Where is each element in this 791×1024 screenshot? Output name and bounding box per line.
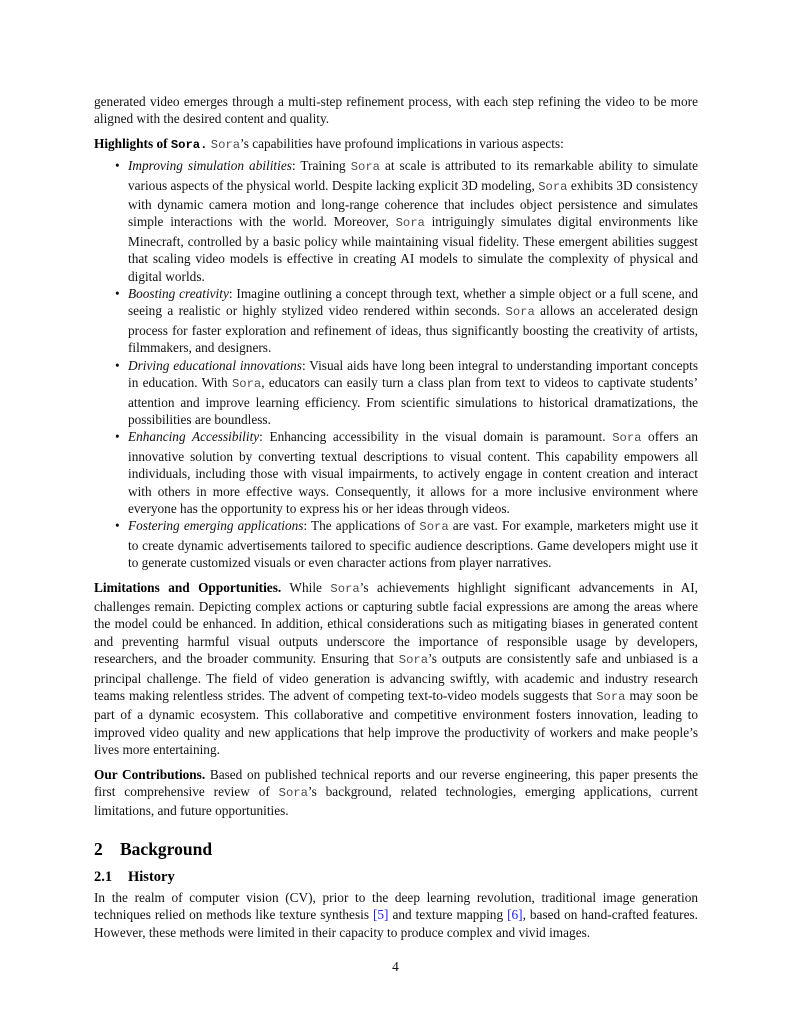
subsection-title: History [128, 868, 175, 885]
limitations-body: While Sora’s achievements highlight significant advancements in AI, challenges remain. Depicting complex actions or capturing subtle facial expressions are among the areas where the model could be enhanced. In addition, ethical considerations such as mitigating biases in generated content and preventing harmful visual outputs underscore the importance of responsible usage by developers, researchers, and the broader community. Ensuring that Sora’s outputs are consistently safe and unbiased is a principal challenge. The field of video generation is advancing swiftly, with academic and industry research teams making relentless strides. The advent of competing text-to-video models suggests that Sora may soon be part of a dynamic ecosystem. This collaborative and competitive environment fosters innovation, leading to improved video quality and new applications that help improve the productivity of workers and make people’s lives more entertaining. [94, 579, 698, 758]
sora-code: Sora [538, 179, 568, 194]
highlight-title: Boosting creativity [128, 286, 229, 302]
citation-link[interactable]: [6] [507, 907, 523, 923]
highlight-item: • Driving educational innovations: Visual aids have long been integral to understanding important concepts in education. With Sora, educators can easily turn a class plan from text to videos to captivate students’ attention and improve learning efficiency. From scientific simulations to historical dramatizations, the possibilities are boundless. [128, 357, 698, 429]
intro-paragraph-tail: generated video emerges through a multi-step refinement process, with each step refining the video to be more aligned with the desired content and quality. [94, 94, 698, 127]
highlights-heading-code: Sora. [170, 137, 208, 152]
sora-code: Sora [350, 160, 380, 175]
highlights-heading: Highlights of [94, 135, 171, 151]
sora-code: Sora [231, 377, 262, 392]
sora-code: Sora [278, 786, 308, 801]
limitations-heading: Limitations and Opportunities. [94, 579, 282, 595]
highlights-intro-text: ’s capabilities have profound implications in various aspects: [240, 135, 564, 151]
sora-code: Sora [395, 216, 425, 231]
highlights-intro-code: Sora [210, 137, 241, 152]
section-heading [94, 838, 698, 860]
highlight-item: • Boosting creativity: Imagine outlining a concept through text, whether a simple object or a full scene, and seeing a realistic or highly stylized video rendered within seconds. Sora allows an accelerated design process for faster exploration and refinement of ideas, thus significantly boosting the creativity of artists, filmmakers, and designers. [128, 285, 698, 357]
sora-code: Sora [419, 520, 449, 535]
limitations-paragraph [94, 579, 698, 759]
paper-page [94, 93, 698, 941]
section-number: 2 [94, 838, 103, 859]
sora-code: Sora [398, 653, 429, 668]
highlight-title: Enhancing Accessibility [128, 429, 260, 445]
contributions-body: Based on published technical reports and our reverse engineering, this paper presents the first comprehensive review of Sora’s background, related technologies, emerging applications, current limitations, and future opportunities. [94, 766, 699, 819]
highlights-paragraph [94, 135, 698, 154]
history-paragraph: In the realm of computer vision (CV), prior to the deep learning revolution, traditional image generation techniques relied on methods like texture synthesis [5] and texture mapping [6], based on hand-crafted features. However, these methods were limited in their capacity to produce complex and vivid images. [94, 889, 698, 940]
sora-code: Sora [330, 581, 360, 596]
subsection-number: 2.1 [94, 868, 113, 885]
highlight-item: • Enhancing Accessibility: Enhancing accessibility in the visual domain is paramount. Sora offers an innovative solution by converting textual descriptions to visual content. This capability empowers all individuals, including those with visual impairments, to actively engage in content creation and interact with others in more effective ways. Consequently, it allows for a more inclusive environment where everyone has the opportunity to express his or her ideas through videos. [128, 428, 698, 517]
sora-code: Sora [596, 690, 626, 704]
page-number: 4 [392, 959, 399, 974]
highlight-title: Fostering emerging applications [128, 518, 304, 534]
highlight-title: Driving educational innovations [128, 357, 302, 373]
citation-link[interactable]: [5] [372, 907, 389, 923]
highlight-title: Improving simulation abilities [128, 158, 292, 174]
section-title: Background [120, 838, 213, 859]
highlight-item: • Fostering emerging applications: The applications of Sora are vast. For example, marketers might use it to create dynamic advertisements tailored to specific audience descriptions. Game developers might use it to generate customized visuals or even character actions from player narratives. [128, 517, 698, 571]
highlights-list [94, 157, 698, 571]
contributions-heading: Our Contributions. [94, 766, 206, 782]
sora-code: Sora [505, 305, 535, 320]
sora-code: Sora [612, 431, 642, 446]
highlight-item: • Improving simulation abilities: Training Sora at scale is attributed to its remarkable ability to simulate various aspects of the physical world. Despite lacking explicit 3D modeling, Sora exhibits 3D consistency with dynamic camera motion and long-range coherence that includes object persistence and simulates simple interactions with the world. Moreover, Sora intriguingly simulates digital environments like Minecraft, controlled by a basic policy while maintaining visual fidelity. These emergent abilities suggest that scaling video models is effective in creating AI models to simulate the complexity of physical and digital worlds. [128, 157, 698, 285]
contributions-paragraph [94, 766, 698, 820]
subsection-heading [94, 868, 698, 887]
